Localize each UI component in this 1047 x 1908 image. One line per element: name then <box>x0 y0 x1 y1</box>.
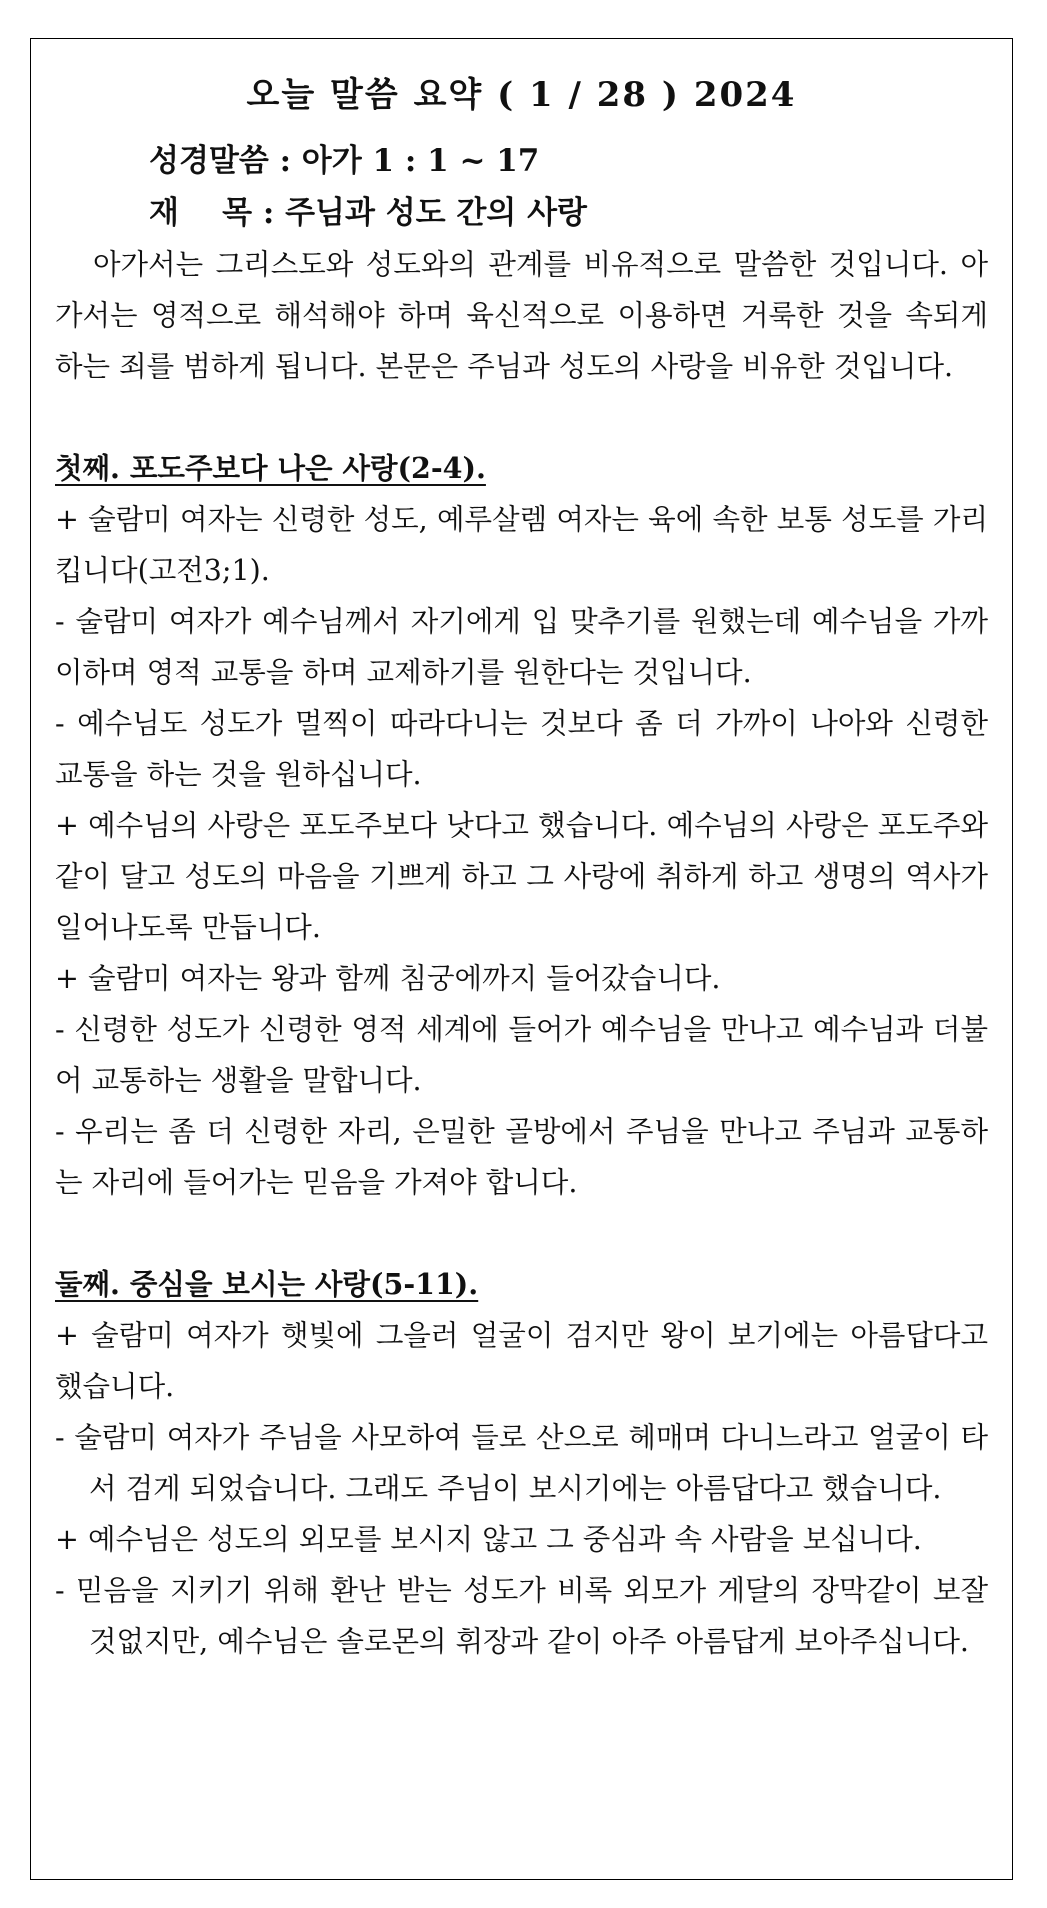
section-2-item: + 술람미 여자가 햇빛에 그을러 얼굴이 검지만 왕이 보기에는 아름답다고 했습니다. <box>55 1319 988 1403</box>
section-2-item: - 술람미 여자가 주님을 사모하여 들로 산으로 헤매며 다니느라고 얼굴이 타서 검게 되었습니다. 그래도 주님이 보시기에는 아름답다고 했습니다. <box>55 1421 988 1505</box>
sermon-body <box>55 239 988 1667</box>
section-1-item: + 술람미 여자는 신령한 성도, 예루살렘 여자는 육에 속한 보통 성도를 가리킵니다(고전3;1). <box>55 503 988 587</box>
section-1-item: + 술람미 여자는 왕과 함께 침궁에까지 들어갔습니다. <box>55 962 721 995</box>
section-1-item: - 우리는 좀 더 신령한 자리, 은밀한 골방에서 주님을 만나고 주님과 교통하는 자리에 들어가는 믿음을 가져야 합니다. <box>55 1115 988 1199</box>
sermon-subject: 재 목 : 주님과 성도 간의 사랑 <box>149 195 587 231</box>
section-1-heading: 첫째. 포도주보다 나은 사랑(2-4). <box>55 451 486 485</box>
spacer <box>55 392 988 443</box>
section-1-item: + 예수님의 사랑은 포도주보다 낫다고 했습니다. 예수님의 사랑은 포도주와 같이 달고 성도의 마음을 기쁘게 하고 그 사랑에 취하게 하고 생명의 역사가 일어나도록 만듭니다. <box>55 809 988 944</box>
page-title: 오늘 말씀 요약 ( 1 / 28 ) 2024 <box>246 75 797 115</box>
section-2-item: - 믿음을 지키기 위해 환난 받는 성도가 비록 외모가 게달의 장막같이 보잘것없지만, 예수님은 솔로몬의 휘장과 같이 아주 아름답게 보아주십니다. <box>55 1574 988 1658</box>
section-2-item: + 예수님은 성도의 외모를 보시지 않고 그 중심과 속 사람을 보십니다. <box>55 1523 922 1556</box>
section-1 <box>55 443 988 1208</box>
section-1-item: - 술람미 여자가 예수님께서 자기에게 입 맞추기를 원했는데 예수님을 가까이하며 영적 교통을 하며 교제하기를 원한다는 것입니다. <box>55 605 988 689</box>
spacer <box>55 1208 988 1259</box>
scripture-reference: 성경말씀 : 아가 1 : 1 ~ 17 <box>149 143 540 179</box>
section-1-item: - 예수님도 성도가 멀찍이 따라다니는 것보다 좀 더 가까이 나아와 신령한 교통을 하는 것을 원하십니다. <box>55 707 988 791</box>
section-2-heading: 둘째. 중심을 보시는 사랑(5-11). <box>55 1267 479 1301</box>
sermon-summary-sheet <box>30 38 1013 1880</box>
section-2 <box>55 1259 988 1667</box>
intro-paragraph: 아가서는 그리스도와 성도와의 관계를 비유적으로 말씀한 것입니다. 아가서는 영적으로 해석해야 하며 육신적으로 이용하면 거룩한 것을 속되게 하는 죄를 범하게 됩니다. 본문은 주님과 성도의 사랑을 비유한 것입니다. <box>55 248 988 383</box>
section-1-item: - 신령한 성도가 신령한 영적 세계에 들어가 예수님을 만나고 예수님과 더불어 교통하는 생활을 말합니다. <box>55 1013 988 1097</box>
